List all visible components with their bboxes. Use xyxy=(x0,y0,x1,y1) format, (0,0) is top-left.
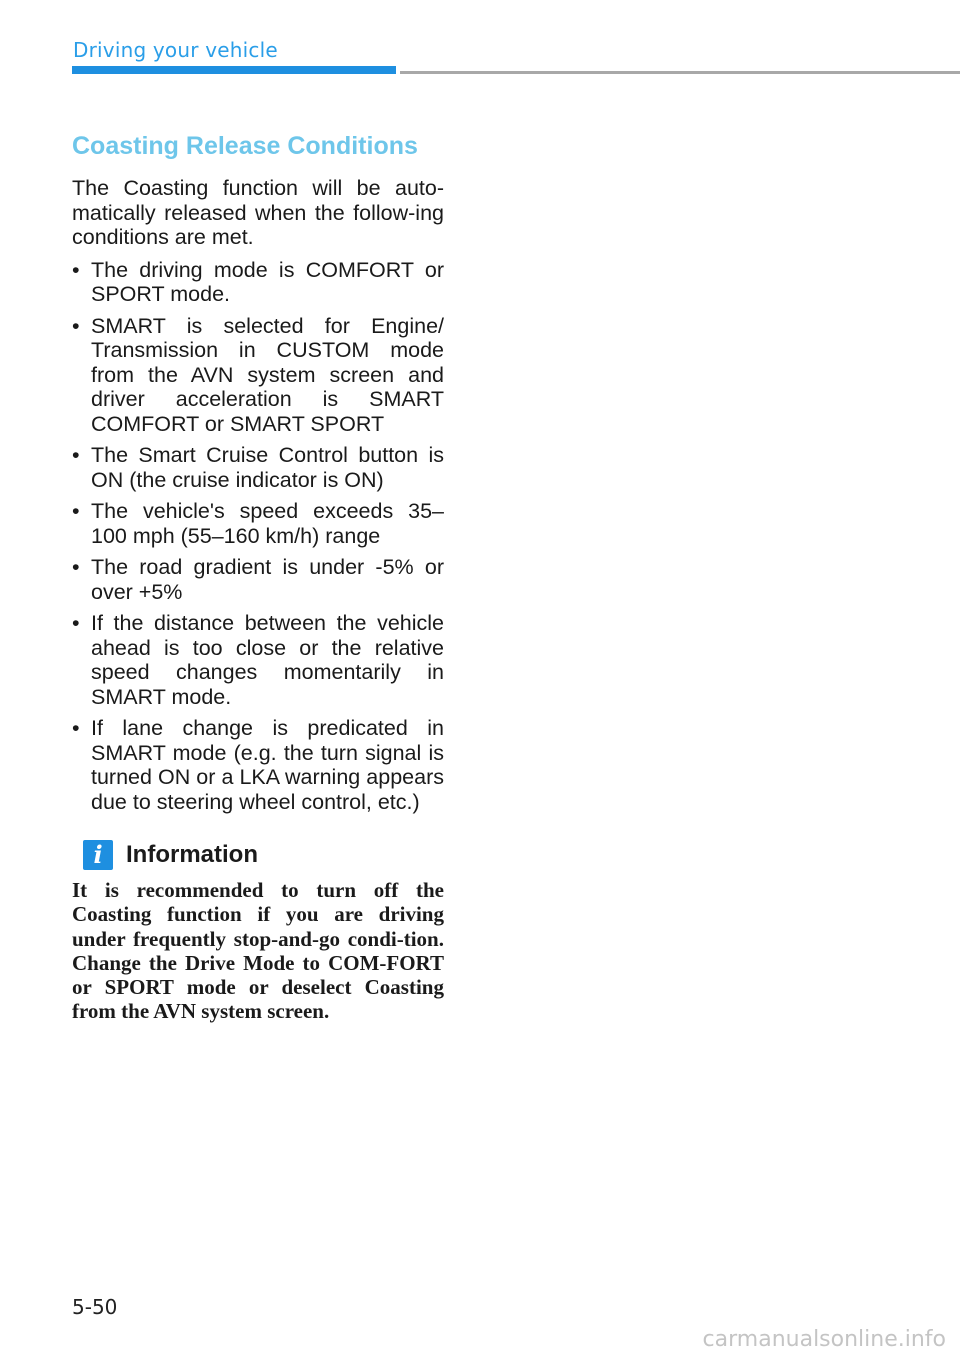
bullet-icon: • xyxy=(72,313,80,338)
list-item-text: The Smart Cruise Control button is ON (the cruise indicator is ON) xyxy=(91,443,444,492)
conditions-list xyxy=(72,258,444,815)
list-item-text: If lane change is predicated in SMART mode (e.g. the turn signal is turned ON or a LKA warning appears due to steering wheel control, etc.) xyxy=(91,716,444,814)
list-item-text: If the distance between the vehicle ahead is too close or the relative speed changes momentarily in SMART mode. xyxy=(91,611,444,709)
list-item-text: The road gradient is under -5% or over +5% xyxy=(91,555,444,604)
information-title: Information xyxy=(126,841,258,868)
bullet-icon: • xyxy=(72,611,80,635)
list-item-text: The driving mode is COMFORT or SPORT mode. xyxy=(91,257,444,306)
watermark: carmanualsonline.info xyxy=(702,1327,946,1352)
information-header xyxy=(72,840,444,870)
information-body: It is recommended to turn off the Coasting function if you are driving under frequently stop-and-go condi-tion. Change the Drive Mode to COM-FORT or SPORT mode or deselect Coasting from the AVN system screen. xyxy=(72,878,444,1024)
info-icon: i xyxy=(83,840,113,870)
bullet-icon: • xyxy=(72,555,80,579)
page-number: 5-50 xyxy=(72,1295,118,1319)
list-item xyxy=(72,443,444,492)
list-item xyxy=(72,611,444,709)
intro-paragraph: The Coasting function will be auto-matically released when the follow-ing conditions are met. xyxy=(72,176,444,249)
header-rule-thin xyxy=(400,71,960,74)
list-item xyxy=(72,499,444,548)
list-item-text: SMART is selected for Engine/ Transmission in CUSTOM mode from the AVN system screen and driver acceleration is SMART COMFORT or SMART SPORT xyxy=(91,313,444,436)
section-heading: Coasting Release Conditions xyxy=(72,132,418,160)
content-column xyxy=(72,128,444,1024)
bullet-icon: • xyxy=(72,443,80,467)
list-item xyxy=(72,555,444,604)
list-item xyxy=(72,258,444,307)
bullet-icon: • xyxy=(72,716,80,740)
bullet-icon: • xyxy=(72,257,80,282)
list-item xyxy=(72,314,444,437)
bullet-icon: • xyxy=(72,499,80,523)
list-item-text: The vehicle's speed exceeds 35–100 mph (55–160 km/h) range xyxy=(91,499,444,548)
list-item xyxy=(72,716,444,814)
section-title: Driving your vehicle xyxy=(73,38,278,62)
header-rule-thick xyxy=(72,66,396,74)
